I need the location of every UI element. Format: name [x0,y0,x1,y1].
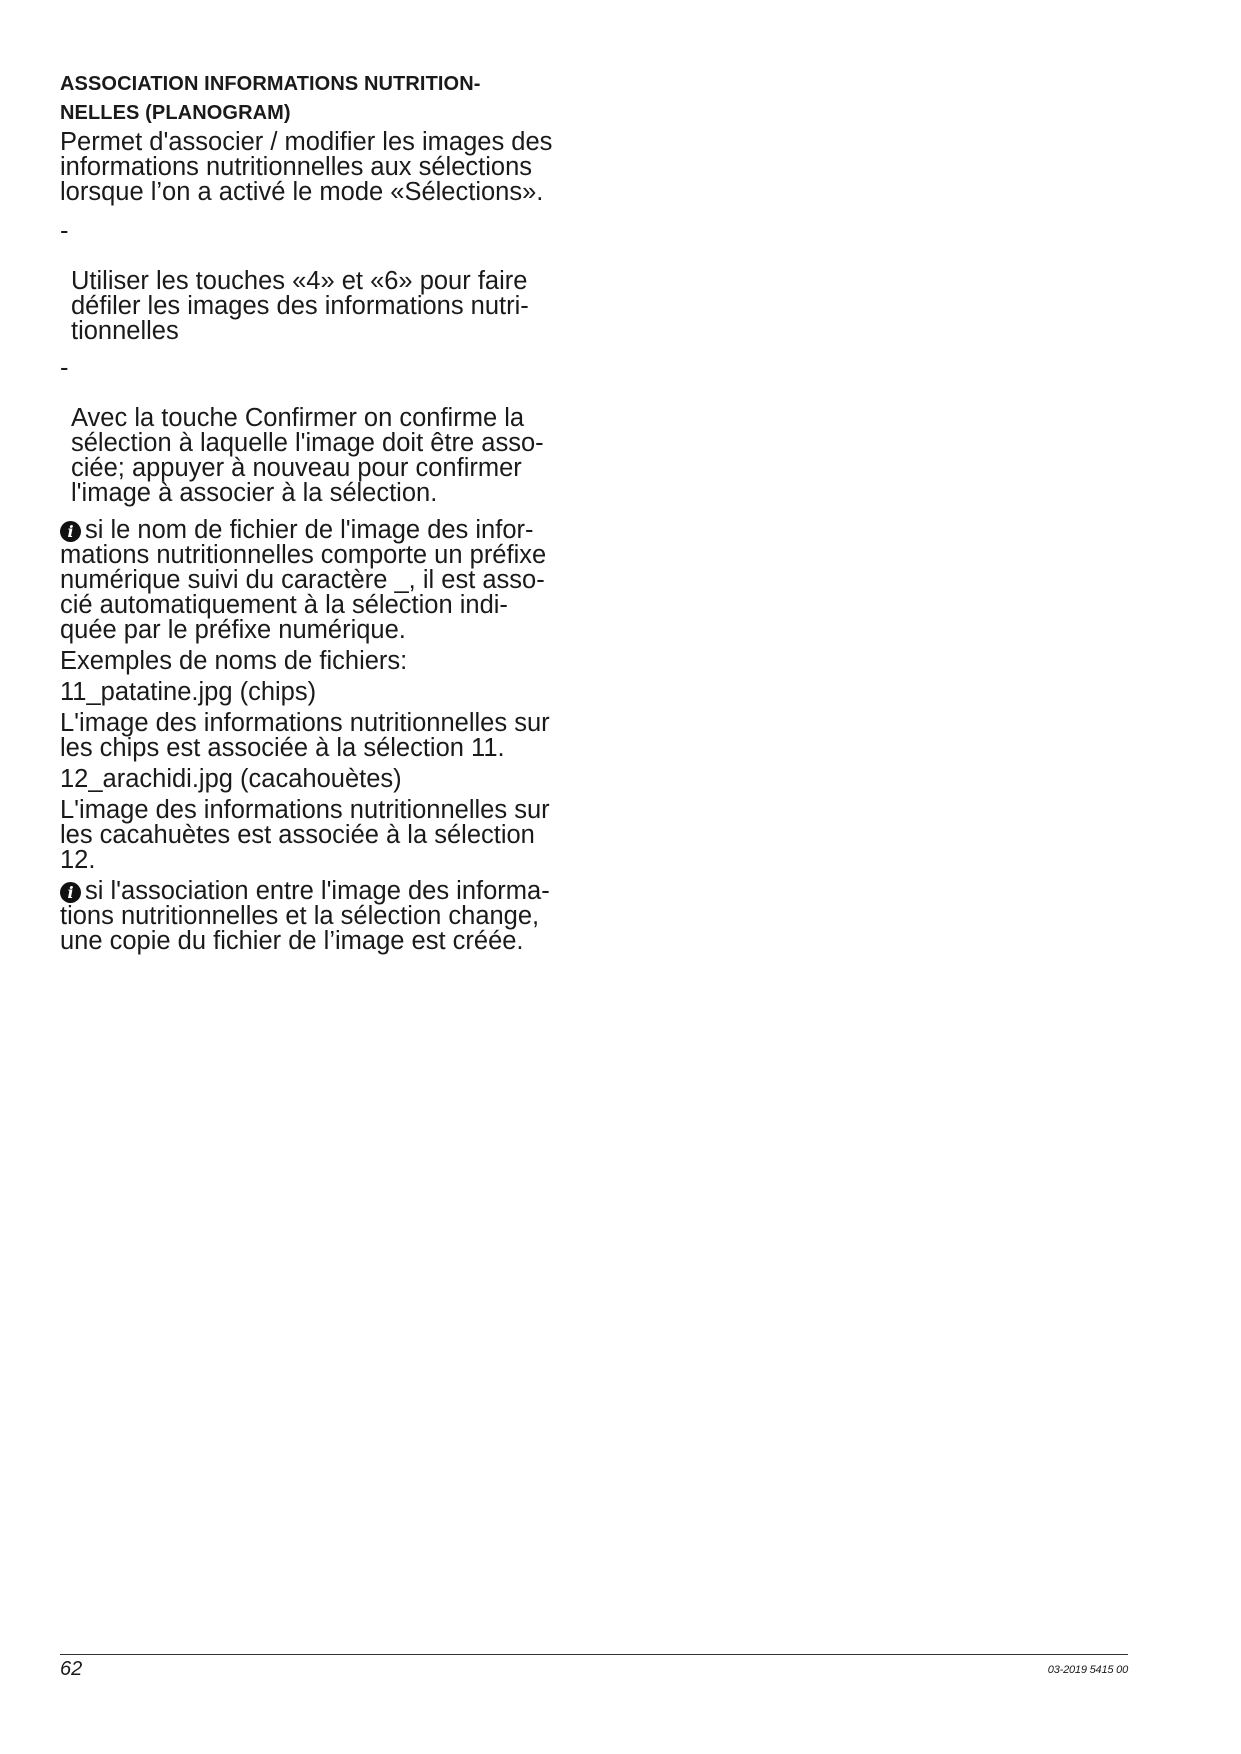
example-filename: 11_patatine.jpg (chips) [60,678,317,706]
examples-label: Exemples de noms de fichiers: [60,647,408,675]
example-description: L'image des informations nutritionnelles sur les cacahuètes est associée à la sélection 12. [60,796,550,874]
main-column [60,70,585,960]
bullet-dash: - [60,354,69,382]
info-note [60,518,585,643]
intro-paragraph: Permet d'associer / modifier les images des informations nutritionnelles aux sélections lorsque l’on a activé le mode «Sélections». [60,128,553,206]
example-filename: 12_arachidi.jpg (cacahouètes) [60,765,402,793]
info-note-text: si l'association entre l'image des informa- tions nutritionnelles et la sélection change, une copie du fichier de l’image est créée. [60,877,550,955]
info-icon: i [60,882,81,903]
footer-divider [60,1654,1128,1655]
info-note [60,879,585,954]
bullet-text: Avec la touche Confirmer on confirme la sélection à laquelle l'image doit être asso- ciée; appuyer à nouveau pour confirmer l'image à associer à la sélection. [71,404,544,507]
bullet-item [60,356,585,506]
bullet-item [60,219,585,344]
info-note-text: si le nom de fichier de l'image des infor- mations nutritionnelles comporte un préfixe numérique suivi du caractère _, il est asso- cié automatiquement à la sélection indi- quée par le préfixe numérique. [60,516,547,644]
document-code: 03-2019 5415 00 [1047,1664,1128,1676]
section-heading: ASSOCIATION INFORMATIONS NUTRITION- NELLES (PLANOGRAM) [60,73,481,124]
bullet-text: Utiliser les touches «4» et «6» pour faire défiler les images des informations nutri- tionnelles [71,267,529,345]
page-number: 62 [60,1658,83,1680]
bullet-dash: - [60,217,69,245]
example-description: L'image des informations nutritionnelles sur les chips est associée à la sélection 11. [60,709,550,762]
info-icon: i [60,521,81,542]
